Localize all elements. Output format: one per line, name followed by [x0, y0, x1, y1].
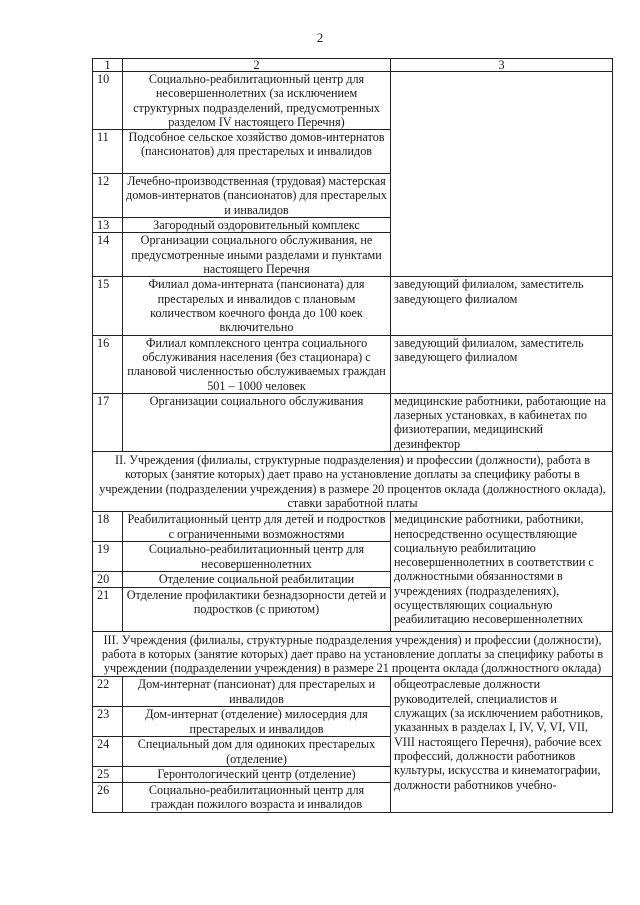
institution-name: Отделение профилактики безнадзорности детей и подростков (с приютом) — [123, 587, 391, 631]
positions-cell — [391, 72, 613, 277]
table-row — [93, 512, 613, 542]
institution-name: Социально-реабилитационный центр для граждан пожилого возраста и инвалидов — [123, 782, 391, 812]
institution-name: Дом-интернат (пансионат) для престарелых и инвалидов — [123, 677, 391, 707]
institution-name: Лечебно-производственная (трудовая) мастерская домов-интернатов (пансионатов) для престарелых и инвалидов — [123, 174, 391, 218]
row-number: 26 — [93, 782, 123, 812]
row-number: 19 — [93, 542, 123, 572]
row-number: 21 — [93, 587, 123, 631]
header-col-1: 1 — [93, 59, 123, 72]
positions-cell: медицинские работники, работники, непосредственно осуществляющие социальную реабилитацию несовершеннолетних в соответствии с должностными обязанностями в учреждениях (подразделениях), осуществляющих социальную реабилитацию несовершеннолетних — [391, 512, 613, 631]
institution-name: Дом-интернат (отделение) милосердия для престарелых и инвалидов — [123, 707, 391, 737]
table-row — [93, 677, 613, 707]
institution-name: Отделение социальной реабилитации — [123, 572, 391, 587]
document-table — [92, 58, 613, 813]
positions-cell: общеотраслевые должности руководителей, специалистов и служащих (за исключением работников, указанных в разделах I, IV, V, VI, VII, VIII настоящего Перечня), рабочие всех профессий, должности работников культуры, искусства и кинематографии, должности работников учебно- — [391, 677, 613, 812]
page-number: 2 — [316, 30, 324, 45]
row-number: 20 — [93, 572, 123, 587]
institution-name: Социально-реабилитационный центр для несовершеннолетних — [123, 542, 391, 572]
table-row — [93, 393, 613, 451]
institution-name: Геронтологический центр (отделение) — [123, 767, 391, 782]
table-row — [93, 335, 613, 393]
row-number: 15 — [93, 277, 123, 335]
row-number: 25 — [93, 767, 123, 782]
institution-name: Филиал дома-интерната (пансионата) для престарелых и инвалидов с плановым количеством коечного фонда до 100 коек включительно — [123, 277, 391, 335]
row-number: 24 — [93, 737, 123, 767]
positions-cell: медицинские работники, работающие на лазерных установках, в кабинетах по физиотерапии, медицинский дезинфектор — [391, 393, 613, 451]
row-number: 17 — [93, 393, 123, 451]
section-heading-3: III. Учреждения (филиалы, структурные подразделения учреждения) и профессии (должности), работа в которых (занятие которых) дает право на установление доплаты за специфику работы в учреждении (подразделении учреждения) в размере 21 процента оклада (должностного оклада) — [93, 631, 613, 677]
section-heading-2: II. Учреждения (филиалы, структурные подразделения) и профессии (должности), работа в которых (занятие которых) дает право на установление доплаты за специфику работы в учреждении (подразделении учреждения) в размере 20 процентов оклада (должностного оклада), ставки заработной платы — [93, 452, 613, 512]
header-col-3: 3 — [391, 59, 613, 72]
section-row — [93, 631, 613, 677]
row-number: 18 — [93, 512, 123, 542]
row-number: 22 — [93, 677, 123, 707]
institution-name: Реабилитационный центр для детей и подростков с ограниченными возможностями — [123, 512, 391, 542]
institution-name: Социально-реабилитационный центр для несовершеннолетних (за исключением структурных подразделений, предусмотренных разделом IV настоящего Перечня) — [123, 72, 391, 130]
row-number: 13 — [93, 218, 123, 233]
row-number: 12 — [93, 174, 123, 218]
institution-name: Филиал комплексного центра социального обслуживания населения (без стационара) с плановой численностью обслуживаемых граждан 501 – 1000 человек — [123, 335, 391, 393]
section-row — [93, 452, 613, 512]
row-number: 11 — [93, 130, 123, 174]
table-row — [93, 72, 613, 130]
header-col-2: 2 — [123, 59, 391, 72]
row-number: 10 — [93, 72, 123, 130]
institution-name: Специальный дом для одиноких престарелых (отделение) — [123, 737, 391, 767]
positions-cell: заведующий филиалом, заместитель заведующего филиалом — [391, 335, 613, 393]
table-header-row — [93, 59, 613, 72]
institution-name: Подсобное сельское хозяйство домов-интернатов (пансионатов) для престарелых и инвалидов — [123, 130, 391, 174]
row-number: 14 — [93, 233, 123, 277]
positions-cell: заведующий филиалом, заместитель заведующего филиалом — [391, 277, 613, 335]
institution-name: Организации социального обслуживания — [123, 393, 391, 451]
table-row — [93, 277, 613, 335]
institution-name: Загородный оздоровительный комплекс — [123, 218, 391, 233]
row-number: 23 — [93, 707, 123, 737]
row-number: 16 — [93, 335, 123, 393]
institution-name: Организации социального обслуживания, не предусмотренные иными разделами и пунктами настоящего Перечня — [123, 233, 391, 277]
